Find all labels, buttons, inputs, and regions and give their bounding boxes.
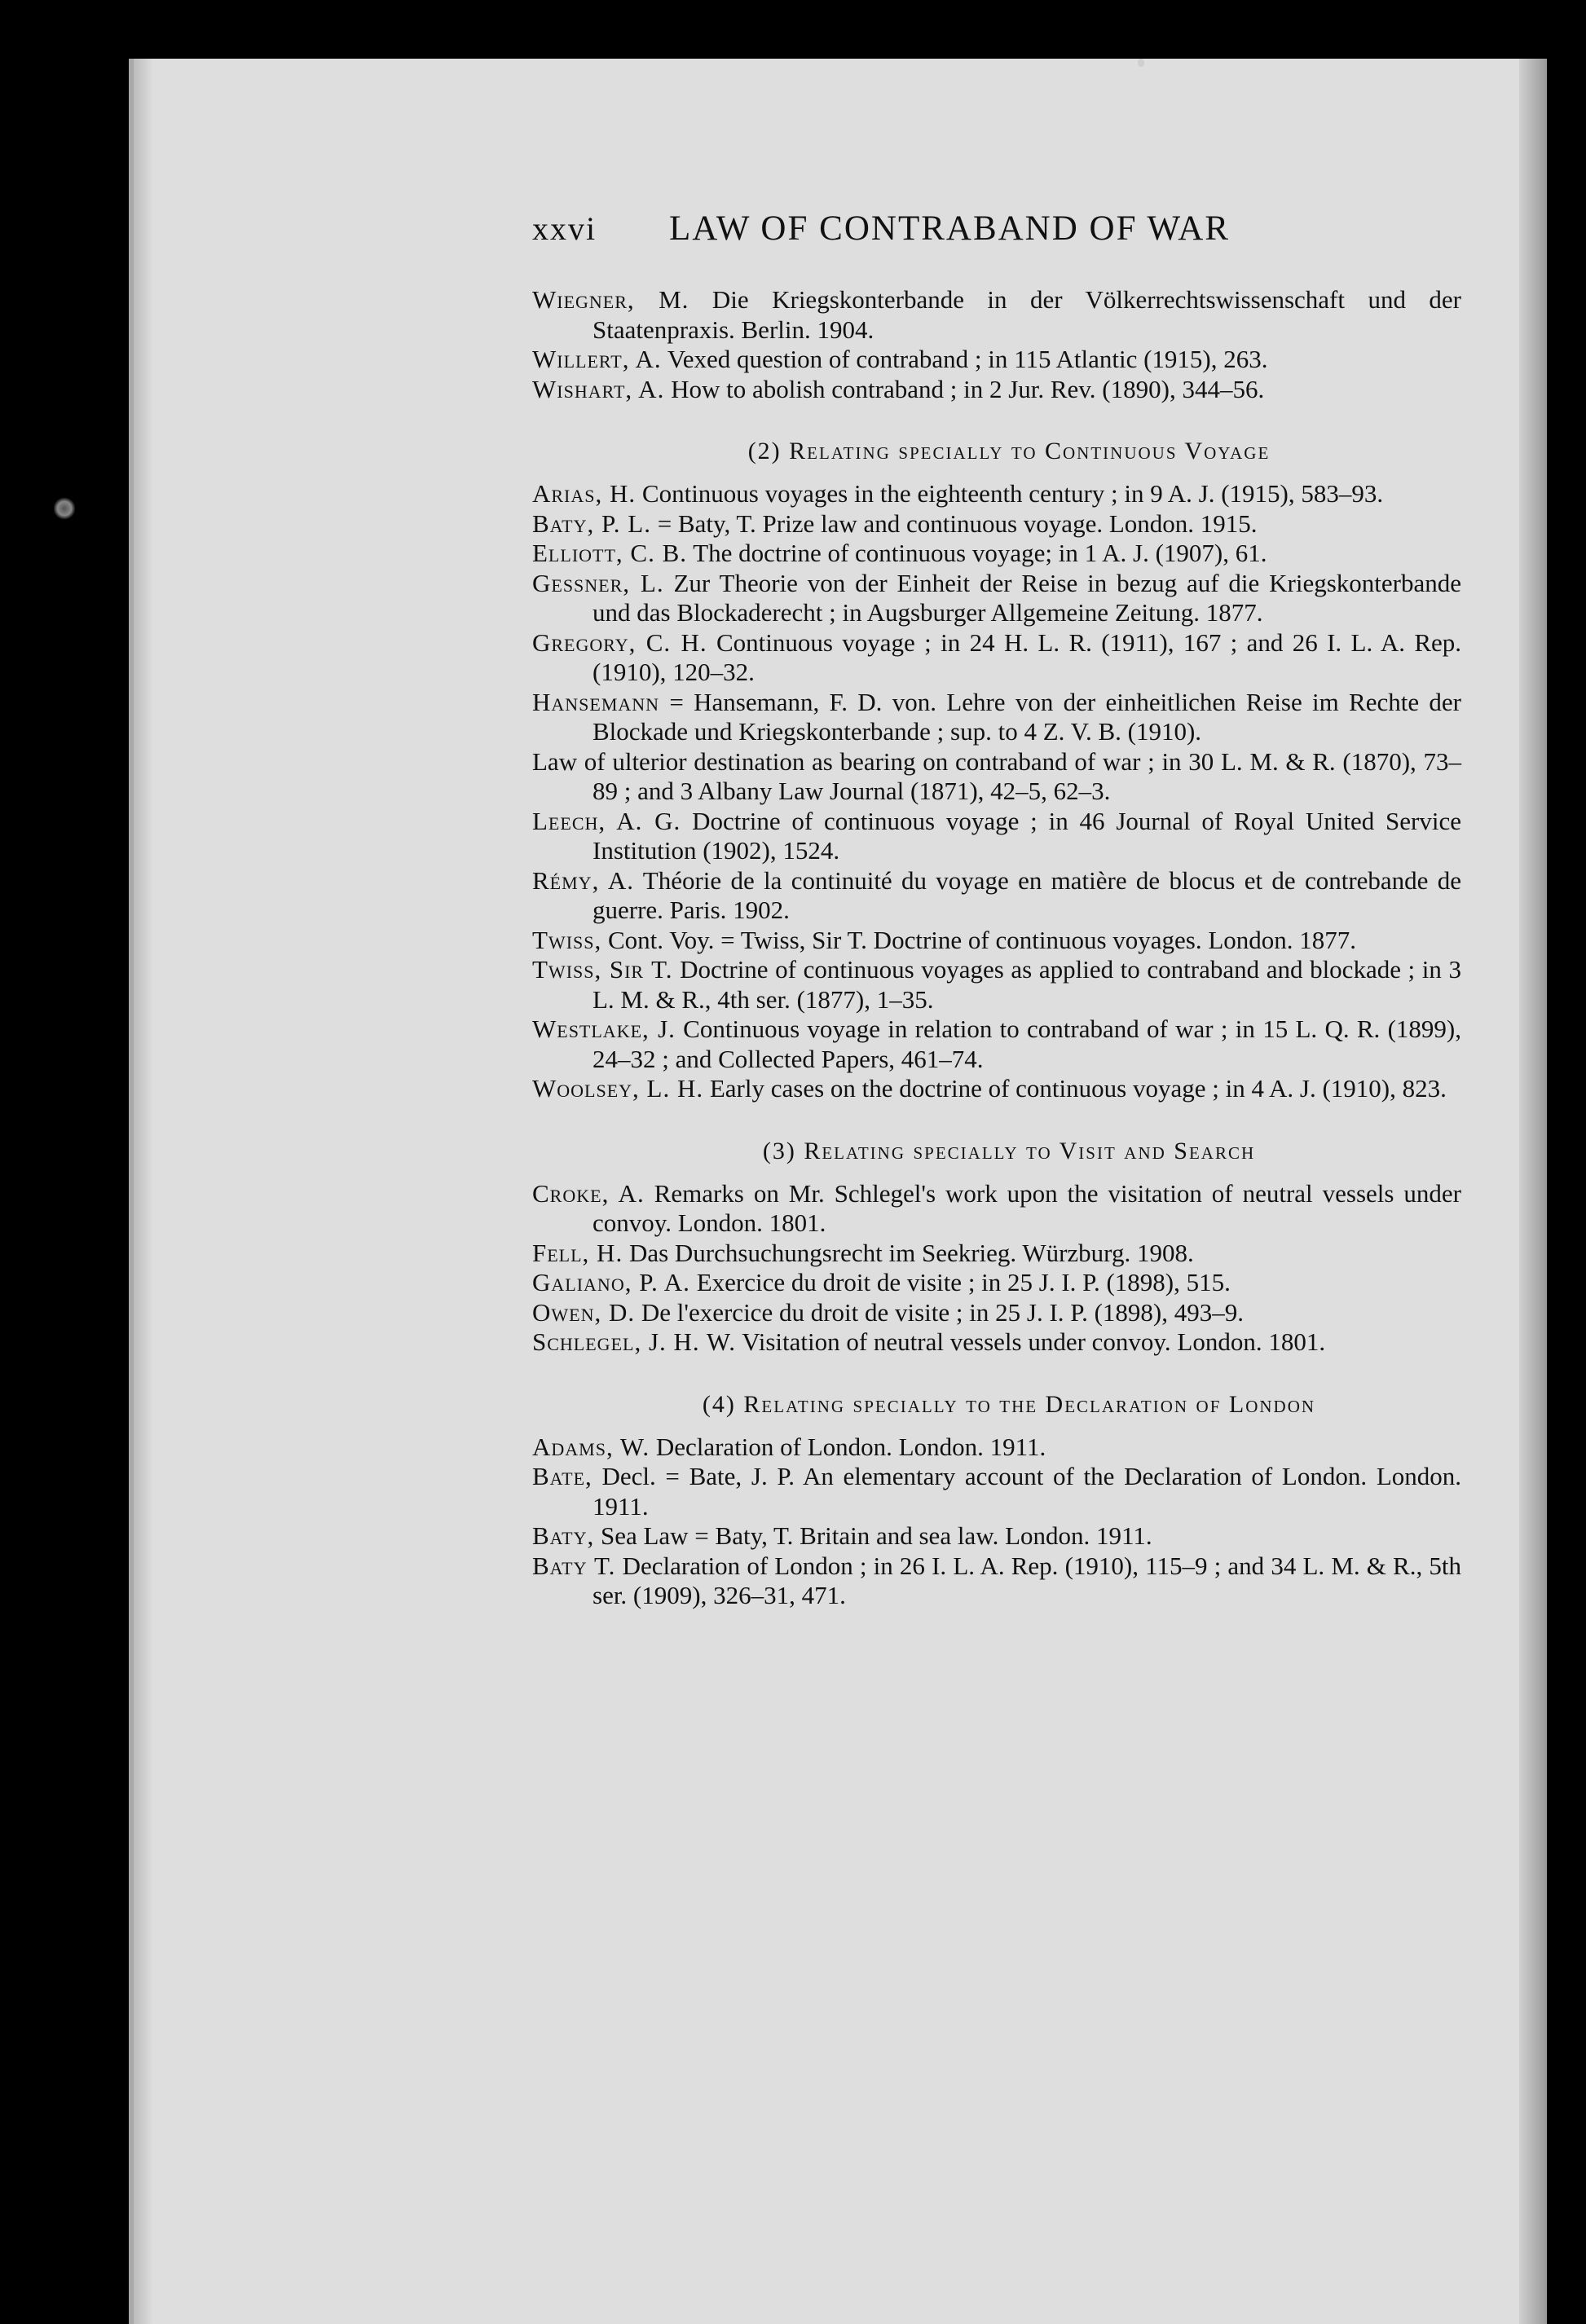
running-title: LAW OF CONTRABAND OF WAR bbox=[669, 209, 1231, 248]
bibliography-entry bbox=[532, 1239, 1461, 1269]
bibliography-entry bbox=[532, 807, 1461, 866]
entry-text: Doctrine of continuous voyage ; in 46 Journal of Royal United Service Institution (1902), 1524. bbox=[593, 806, 1461, 865]
entry-text: Théorie de la continuité du voyage en matière de blocus et de contrebande de guerre. Paris. 1902. bbox=[593, 865, 1461, 924]
entry-author: Gregory, C. H. bbox=[532, 627, 707, 657]
bibliography-list bbox=[532, 1179, 1461, 1358]
entry-text: Continuous voyages in the eighteenth century ; in 9 A. J. (1915), 583–93. bbox=[636, 479, 1384, 508]
bibliography-entry bbox=[532, 479, 1461, 509]
entry-author: Bate, bbox=[532, 1462, 593, 1490]
bibliography-entry bbox=[532, 569, 1461, 628]
bibliography-entry bbox=[532, 1179, 1461, 1239]
entry-author: Galiano, P. A. bbox=[532, 1268, 690, 1296]
entry-text: = Baty, T. Prize law and continuous voyage. London. 1915. bbox=[650, 508, 1258, 538]
bibliography-entry bbox=[532, 539, 1461, 569]
bibliography-entry bbox=[532, 285, 1461, 345]
bibliography-entry bbox=[532, 1015, 1461, 1074]
entry-author: Adams, W. bbox=[532, 1432, 650, 1461]
section-heading: (2) Relating specially to Continuous Voyage bbox=[747, 438, 1271, 464]
entry-author: Baty, bbox=[532, 1521, 595, 1550]
page-edge-shadow bbox=[1519, 59, 1547, 2324]
page-number: xxvi bbox=[532, 210, 597, 247]
entry-author: Schlegel, J. H. W. bbox=[532, 1327, 736, 1356]
entry-text: Continuous voyage ; in 24 H. L. R. (1911), 167 ; and 26 I. L. A. Rep. (1910), 120–32. bbox=[593, 627, 1462, 686]
bibliography-list bbox=[532, 285, 1461, 404]
entry-author: Rémy, A. bbox=[532, 865, 635, 895]
entry-text: The doctrine of continuous voyage; in 1 A. J. (1907), 61. bbox=[687, 539, 1267, 567]
entry-text: Das Durchsuchungsrecht im Seekrieg. Würzburg. 1908. bbox=[623, 1238, 1194, 1267]
section-heading: (3) Relating specially to Visit and Search bbox=[762, 1137, 1256, 1164]
bibliography-entry bbox=[532, 688, 1461, 747]
scan-speck bbox=[1138, 59, 1144, 67]
bibliography-entry bbox=[532, 1074, 1461, 1104]
entry-text: Vexed question of contraband ; in 115 Atlantic (1915), 263. bbox=[661, 345, 1268, 373]
entry-text: Zur Theorie von der Einheit der Reise in bezug auf die Kriegskonterbande und das Blockaderecht ; in Augsburger Allgemeine Zeitung. 1877. bbox=[593, 568, 1461, 627]
entry-text: Declaration of London ; in 26 I. L. A. Rep. (1910), 115–9 ; and 34 L. M. & R., 5th ser. (1909), 326–31, 471. bbox=[593, 1551, 1461, 1609]
entry-author: Woolsey, L. H. bbox=[532, 1074, 704, 1103]
bibliography-entry bbox=[532, 747, 1461, 807]
entry-text: Law of ulterior destination as bearing on contraband of war ; in 30 L. M. & R. (1870), 73–89 ; and 3 Albany Law Journal (1871), 42–5, 62–3. bbox=[532, 746, 1461, 805]
bibliography bbox=[532, 285, 1461, 1611]
entry-text: Continuous voyage in relation to contraband of war ; in 15 L. Q. R. (1899), 24–32 ; and Collected Papers, 461–74. bbox=[593, 1015, 1461, 1073]
bibliography-entry bbox=[532, 1298, 1461, 1328]
entry-author: Croke, A. bbox=[532, 1178, 645, 1208]
entry-text: Cont. Voy. = Twiss, Sir T. Doctrine of continuous voyages. London. 1877. bbox=[601, 925, 1357, 954]
page-gutter-shadow bbox=[134, 59, 153, 2324]
bibliography-entry bbox=[532, 955, 1461, 1015]
entry-author: Fell, H. bbox=[532, 1238, 623, 1267]
entry-text: Remarks on Mr. Schlegel's work upon the visitation of neutral vessels under convoy. London. 1801. bbox=[593, 1178, 1461, 1237]
bibliography-entry bbox=[532, 866, 1461, 926]
entry-author: Twiss, bbox=[532, 925, 602, 954]
section-heading: (4) Relating specially to the Declaration of London bbox=[702, 1390, 1316, 1418]
entry-author: Westlake, J. bbox=[532, 1015, 676, 1043]
bibliography-list bbox=[532, 1433, 1461, 1611]
entry-author: Gessner, L. bbox=[532, 568, 664, 597]
bibliography-entry bbox=[532, 628, 1461, 688]
bibliography-entry bbox=[532, 1462, 1461, 1521]
bibliography-entry bbox=[532, 375, 1461, 405]
entry-author: Wiegner, M. bbox=[532, 285, 689, 314]
bibliography-entry bbox=[532, 1552, 1461, 1611]
entry-author: Leech, A. G. bbox=[532, 806, 681, 835]
entry-text: Decl. = Bate, J. P. An elementary account of the Declaration of London. London. 1911. bbox=[592, 1462, 1461, 1521]
entry-text: Declaration of London. London. 1911. bbox=[650, 1432, 1046, 1461]
entry-text: Visitation of neutral vessels under convoy. London. 1801. bbox=[736, 1327, 1326, 1356]
entry-author: Hansemann bbox=[532, 687, 660, 716]
entry-author: Arias, H. bbox=[532, 479, 637, 508]
entry-text: Early cases on the doctrine of continuous voyage ; in 4 A. J. (1910), 823. bbox=[703, 1074, 1447, 1103]
running-head bbox=[532, 209, 1461, 257]
entry-author: Elliott, C. B. bbox=[532, 539, 688, 567]
entry-text: Exercice du droit de visite ; in 25 J. I. P. (1898), 515. bbox=[689, 1268, 1231, 1296]
entry-text: De l'exercice du droit de visite ; in 25 J. I. P. (1898), 493–9. bbox=[635, 1297, 1244, 1327]
entry-author: Owen, D. bbox=[532, 1297, 636, 1327]
bibliography-entry bbox=[532, 1521, 1461, 1552]
entry-author: Wishart, A. bbox=[532, 374, 665, 403]
entry-text: Doctrine of continuous voyages as applied to contraband and blockade ; in 3 L. M. & R., 4th ser. (1877), 1–35. bbox=[593, 955, 1461, 1014]
bibliography-entry bbox=[532, 509, 1461, 539]
bibliography-entry bbox=[532, 345, 1461, 375]
bibliography-entry bbox=[532, 1433, 1461, 1463]
entry-text: Die Kriegskonterbande in der Völkerrechtswissenschaft und der Staatenpraxis. Berlin. 1904. bbox=[593, 285, 1461, 344]
entry-text: = Hansemann, F. D. von. Lehre von der einheitlichen Reise im Rechte der Blockade und Kriegskonterbande ; sup. to 4 Z. V. B. (1910). bbox=[593, 687, 1461, 746]
bibliography-entry bbox=[532, 1327, 1461, 1358]
margin-ink-blot bbox=[54, 497, 75, 520]
entry-author: Baty, P. L. bbox=[532, 508, 651, 538]
entry-author: Twiss, Sir T. bbox=[532, 955, 673, 984]
bibliography-list bbox=[532, 479, 1461, 1104]
entry-author: Willert, A. bbox=[532, 345, 662, 373]
bibliography-entry bbox=[532, 1268, 1461, 1298]
entry-text: Sea Law = Baty, T. Britain and sea law. London. 1911. bbox=[594, 1521, 1152, 1550]
bibliography-entry bbox=[532, 926, 1461, 956]
entry-text: How to abolish contraband ; in 2 Jur. Rev. (1890), 344–56. bbox=[664, 374, 1265, 403]
entry-author: Baty T. bbox=[532, 1551, 616, 1580]
page-content bbox=[532, 209, 1461, 1611]
